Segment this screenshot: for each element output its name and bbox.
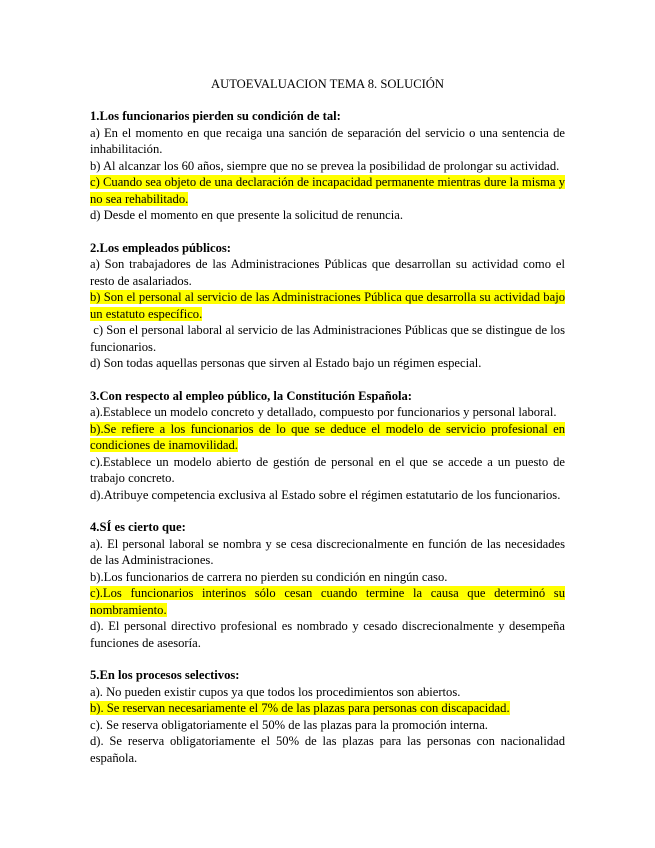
option-text: a) En el momento en que recaiga una sanción de separación del servicio o una sentencia de inhabilitación. — [90, 125, 565, 156]
correct-answer-highlight: b) Son el personal al servicio de las Administraciones Pública que desarrolla su actividad bajo un estatuto específico. — [90, 290, 565, 321]
option-d — [90, 733, 565, 766]
correct-answer-highlight: c).Los funcionarios interinos sólo cesan cuando termine la causa que determinó su nombramiento. — [90, 586, 565, 617]
question-5 — [90, 667, 565, 766]
page-title: AUTOEVALUACION TEMA 8. SOLUCIÓN — [211, 77, 444, 91]
option-text: a). El personal laboral se nombra y se cesa discrecionalmente en función de las necesidades de las Administraciones. — [90, 536, 565, 567]
question-title: 2.Los empleados públicos: — [90, 240, 232, 255]
question-title: 1.Los funcionarios pierden su condición de tal: — [90, 109, 341, 123]
option-text: b) Al alcanzar los 60 años, siempre que no se prevea la posibilidad de prolongar su actividad. — [90, 158, 560, 173]
option-b — [90, 158, 565, 175]
option-text: a).Establece un modelo concreto y detallado, compuesto por funcionarios y personal laboral. — [90, 405, 557, 419]
option-a — [90, 256, 565, 289]
question-4 — [90, 519, 565, 651]
option-b — [90, 569, 565, 586]
option-text: c). Se reserva obligatoriamente el 50% de las plazas para la promoción interna. — [90, 717, 488, 732]
option-b-correct — [90, 700, 565, 717]
option-text: d). El personal directivo profesional es nombrado y cesado discrecionalmente y desempeña funciones de asesoría. — [90, 619, 565, 650]
option-a — [90, 404, 565, 421]
option-text: b).Los funcionarios de carrera no pierden su condición en ningún caso. — [90, 569, 448, 584]
correct-answer-highlight: b). Se reservan necesariamente el 7% de las plazas para personas con discapacidad. — [90, 701, 510, 715]
option-b-correct — [90, 421, 565, 454]
option-text: d) Desde el momento en que presente la solicitud de renuncia. — [90, 208, 403, 222]
option-text: a). No pueden existir cupos ya que todos los procedimientos son abiertos. — [90, 684, 461, 699]
option-c-correct — [90, 174, 565, 207]
option-c — [90, 454, 565, 487]
option-c — [90, 717, 565, 734]
option-d — [90, 207, 565, 224]
option-d — [90, 487, 565, 504]
option-b-correct — [90, 289, 565, 322]
option-text: d). Se reserva obligatoriamente el 50% de las plazas para las personas con nacionalidad española. — [90, 734, 565, 765]
option-text: d) Son todas aquellas personas que sirven al Estado bajo un régimen especial. — [90, 356, 482, 370]
option-a — [90, 536, 565, 569]
questions-container — [90, 108, 569, 782]
option-text: c) Son el personal laboral al servicio de las Administraciones Públicas que se distingue de los funcionarios. — [90, 323, 569, 354]
correct-answer-highlight: b).Se refiere a los funcionarios de lo que se deduce el modelo de servicio profesional en condiciones de inamovilidad. — [90, 421, 565, 452]
correct-answer-highlight: c) Cuando sea objeto de una declaración de incapacidad permanente mientras dure la misma y no sea rehabilitado. — [90, 175, 565, 206]
option-text: d).Atribuye competencia exclusiva al Estado sobre el régimen estatutario de los funcionarios. — [90, 487, 561, 502]
option-c — [90, 322, 569, 355]
question-2 — [90, 240, 569, 372]
option-text: c).Establece un modelo abierto de gestión de personal en el que se accede a un puesto de trabajo concreto. — [90, 454, 565, 485]
question-title: 3.Con respecto al empleo público, la Constitución Española: — [90, 388, 412, 403]
option-d — [90, 618, 565, 651]
option-a — [90, 125, 565, 158]
option-c-correct — [90, 585, 565, 618]
question-title: 4.SÍ es cierto que: — [90, 520, 186, 534]
option-text: a) Son trabajadores de las Administraciones Públicas que desarrollan su actividad como el resto de asalariados. — [90, 257, 565, 288]
question-title: 5.En los procesos selectivos: — [90, 668, 240, 682]
question-1 — [90, 108, 565, 224]
question-3 — [90, 388, 565, 504]
option-d — [90, 355, 565, 372]
option-a — [90, 684, 565, 701]
